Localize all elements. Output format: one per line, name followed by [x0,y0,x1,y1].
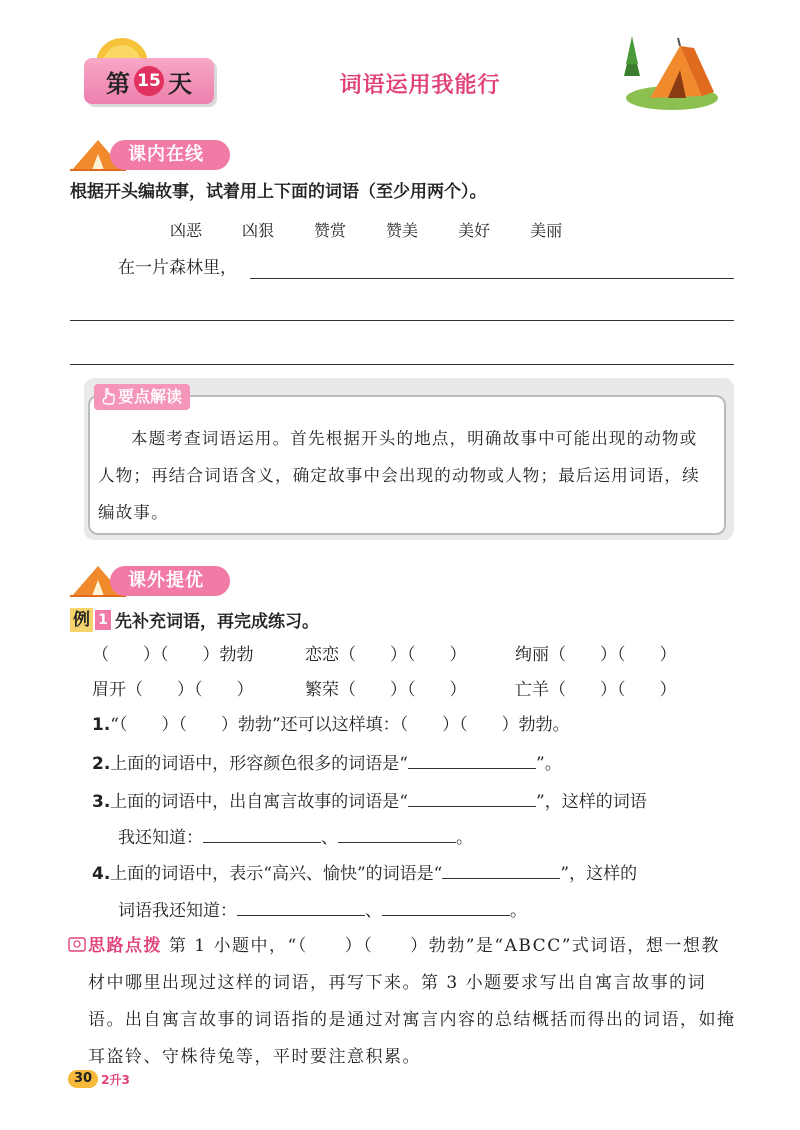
page-title: 词语运用我能行 [339,73,501,98]
answer-blank[interactable] [382,897,510,916]
answer-line[interactable] [70,320,734,321]
tip-label: 思路点拨 [88,936,162,956]
question-3-line2: 我还知道： 、 。 [118,824,473,850]
answer-blank[interactable] [203,824,321,843]
answer-blank[interactable] [408,788,536,807]
question-2: 2.上面的词语中，形容颜色很多的词语是“ ”。 [92,750,562,776]
lightbulb-icon [68,936,86,954]
hand-pointer-icon [100,388,116,406]
fill-item[interactable]: 亡羊（ ）（ ） [515,680,677,700]
fill-item[interactable]: 绚丽（ ）（ ） [515,645,677,665]
word-item: 凶恶 [170,221,203,240]
word-item: 美好 [458,221,491,240]
story-start: 在一片森林里， [118,258,237,278]
section-header-in-class [70,134,270,174]
word-item: 赞美 [386,221,419,240]
word-item: 凶狠 [242,221,275,240]
answer-blank[interactable] [408,750,536,769]
question-4-line2: 词语我还知道： 、 。 [118,897,527,923]
page-number: 30 [68,1070,98,1088]
section-label: 课内在线 [110,140,230,170]
section-label: 课外提优 [110,566,230,596]
word-item: 美丽 [530,221,563,240]
answer-blank[interactable] [237,897,365,916]
word-item: 赞赏 [314,221,347,240]
fill-item[interactable]: 恋恋（ ）（ ） [305,645,467,665]
analysis-label: 要点解读 [94,384,190,410]
question-1: 1.“（ ）（ ）勃勃”还可以这样填：（ ）（ ）勃勃。 [92,715,570,735]
analysis-text: 本题考查词语运用。首先根据开头的地点，明确故事中可能出现的动物或人物；再结合词语含义，确定故事中会出现的动物或人物；最后运用词语，续编故事。 [98,429,700,522]
tip-text: 思路点拨 第 1 小题中，“（ ）（ ）勃勃”是“ABCC”式词语，想一想教材中哪里出现过这样的词语，再写下来。第 3 小题要求写出自寓言故事的词语。出自寓言故事的词语指的是通过对寓言内容的总结概括而得出的词语，如掩耳盗铃、守株待兔等，平时要注意积累。 [88,936,736,1067]
example-instruction: 先补充词语，再完成练习。 [115,612,319,632]
answer-blank[interactable] [442,860,560,879]
word-list [170,218,562,241]
answer-line[interactable] [250,278,734,279]
section-header-extra [70,560,270,600]
page-footer [68,1070,130,1088]
example-label: 例 1 先补充词语，再完成练习。 [70,607,319,632]
day-badge-area [74,30,224,110]
fill-item[interactable]: 眉开（ ）（ ） [92,680,254,700]
question-3: 3.上面的词语中，出自寓言故事的词语是“ ”，这样的词语 [92,788,647,814]
question-4: 4.上面的词语中，表示“高兴、愉快”的词语是“ ”，这样的 [92,860,637,886]
answer-line[interactable] [70,364,734,365]
fill-item[interactable]: 繁荣（ ）（ ） [305,680,467,700]
instruction-text: 根据开头编故事，试着用上下面的词语（至少用两个）。 [70,182,487,202]
fill-item[interactable]: （ ）（ ）勃勃 [92,645,254,665]
day-number: 15 [134,66,164,96]
grade-label: 2升3 [101,1072,130,1087]
day-badge: 第 15 天 [84,58,214,104]
answer-blank[interactable] [338,824,456,843]
camping-tent-illustration [620,36,720,110]
